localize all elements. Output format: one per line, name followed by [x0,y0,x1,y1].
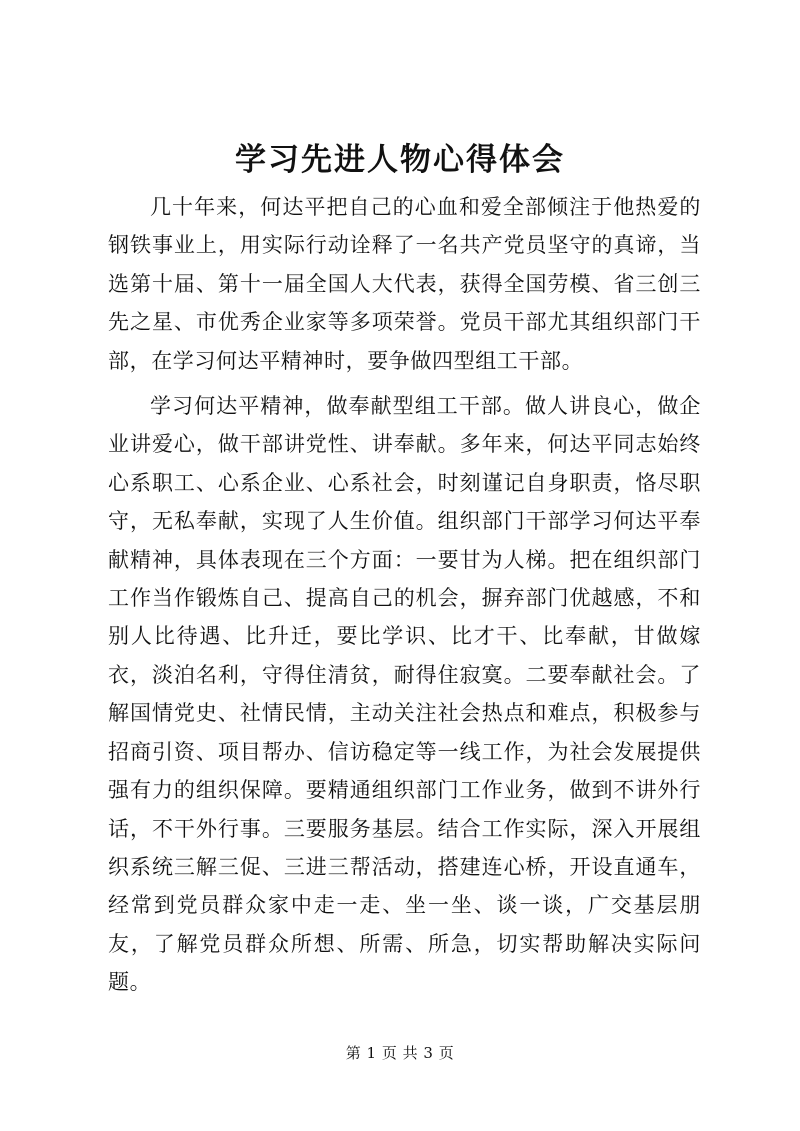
document-body [108,188,701,1002]
paragraph-1: 几十年来，何达平把自己的心血和爱全部倾注于他热爱的钢铁事业上，用实际行动诠释了一名共产党员坚守的真谛，当选第十届、第十一届全国人大代表，获得全国劳模、省三创三先之星、市优秀企业家等多项荣誉。党员干部尤其组织部门干部，在学习何达平精神时，要争做四型组工干部。 [108,195,701,373]
paragraph-2: 学习何达平精神，做奉献型组工干部。做人讲良心，做企业讲爱心，做干部讲党性、讲奉献。多年来，何达平同志始终心系职工、心系企业、心系社会，时刻谨记自身职责，恪尽职守，无私奉献，实现了人生价值。组织部门干部学习何达平奉献精神，具体表现在三个方面：一要甘为人梯。把在组织部门工作当作锻炼自己、提高自己的机会，摒弃部门优越感，不和别人比待遇、比升迁，要比学识、比才干、比奉献，甘做嫁衣，淡泊名利，守得住清贫，耐得住寂寞。二要奉献社会。了解国情党史、社情民情，主动关注社会热点和难点，积极参与招商引资、项目帮办、信访稳定等一线工作，为社会发展提供强有力的组织保障。要精通组织部门工作业务，做到不讲外行话，不干外行事。三要服务基层。结合工作实际，深入开展组织系统三解三促、三进三帮活动，搭建连心桥，开设直通车，经常到党员群众家中走一走、坐一坐、谈一谈，广交基层朋友，了解党员群众所想、所需、所急，切实帮助解决实际问题。 [108,394,701,995]
document-title: 学习先进人物心得体会 [235,142,565,178]
page-footer: 第 1 页 共 3 页 [345,1044,455,1062]
